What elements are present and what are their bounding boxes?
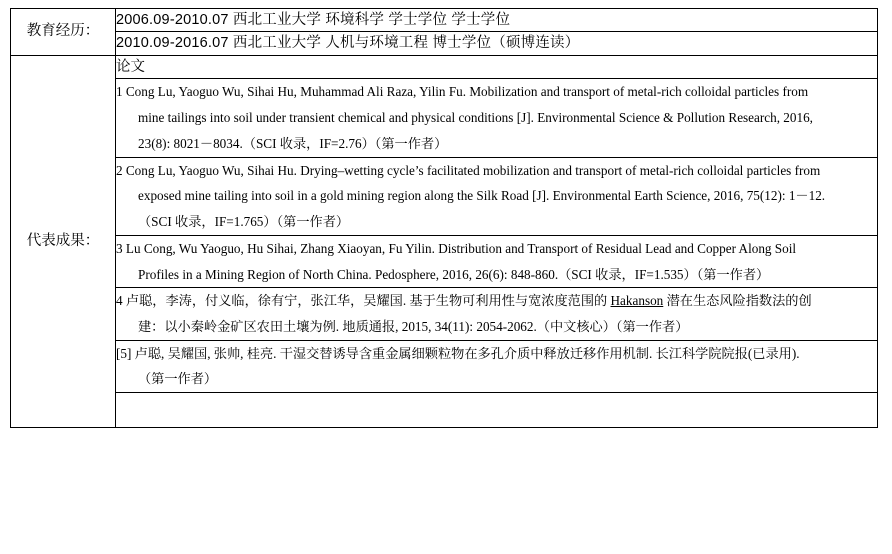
publication-2-line-1: 2 Cong Lu, Yaoguo Wu, Sihai Hu. Drying–wetting cycle’s facilitated mobilization and transport of metal-rich colloidal particles from xyxy=(116,162,821,178)
publication-3-line-1: 3 Lu Cong, Wu Yaoguo, Hu Sihai, Zhang Xiaoyan, Fu Yilin. Distribution and Transport of Residual Lead and Copper Along Soil xyxy=(116,240,797,256)
publication-5-body xyxy=(116,341,877,392)
table-row-achievements-title xyxy=(11,55,878,78)
publication-1-body xyxy=(116,79,877,156)
publication-4-line-1: 4 卢聪，李涛，付义临，徐有宁，张江华，吴耀国. 基于生物可利用性与宽浓度范围的 Hakanson 潜在生态风险指数法的创 xyxy=(116,293,812,309)
education-entry-1-text: 2006.09-2010.07 西北工业大学 环境科学 学士学位 学士学位 xyxy=(116,12,511,28)
achievements-section-title xyxy=(116,55,878,78)
publication-item xyxy=(116,235,878,287)
table-row-publication-3 xyxy=(11,235,878,287)
section-title-papers: 论文 xyxy=(116,58,145,75)
publication-4-line-2: 建：以小秦岭金矿区农田土壤为例. 地质通报, 2015, 34(11): 2054-2062.（中文核心）（第一作者） xyxy=(138,319,689,335)
education-entry-2-text: 2010.09-2016.07 西北工业大学 人机与环境工程 博士学位（硕博连读） xyxy=(116,35,580,52)
publication-5-line-1: [5] 卢聪, 吴耀国, 张帅, 桂亮. 干湿交替诱导含重金属细颗粒物在多孔介质中释放迁移作用机制. 长江科学院院报(已录用). xyxy=(116,345,800,361)
empty-cell xyxy=(116,393,878,428)
publication-1-line-2: mine tailings into soil under transient chemical and physical conditions [J]. Environmental Science & Pollution Research, 2016, xyxy=(138,110,813,126)
publication-3-line-2: Profiles in a Mining Region of North China. Pedosphere, 2016, 26(6): 848-860.（SCI 收录，IF=1.535）（第一作者） xyxy=(138,266,770,282)
table-row-education-1 xyxy=(11,9,878,32)
publication-1-line-1: 1 Cong Lu, Yaoguo Wu, Sihai Hu, Muhammad Ali Raza, Yilin Fu. Mobilization and transport of metal-rich colloidal particles from xyxy=(116,84,809,100)
publication-4-body xyxy=(116,288,877,339)
publication-item xyxy=(116,157,878,235)
education-entry-2 xyxy=(116,32,878,55)
table-row-publication-1 xyxy=(11,79,878,157)
table-row-education-2 xyxy=(11,32,878,55)
table-row-publication-4 xyxy=(11,288,878,340)
publication-item xyxy=(116,79,878,157)
row-label-achievements: 代表成果： xyxy=(11,55,116,427)
publication-1-line-3: 23(8): 8021－8034.（SCI 收录，IF=2.76）（第一作者） xyxy=(138,135,448,151)
publication-2-line-3: （SCI 收录，IF=1.765）（第一作者） xyxy=(138,214,350,230)
publication-item xyxy=(116,288,878,340)
education-entry-1 xyxy=(116,9,878,32)
table-row-publication-2 xyxy=(11,157,878,235)
publication-5-line-2: （第一作者） xyxy=(138,371,218,387)
publication-2-body xyxy=(116,158,877,235)
publication-item xyxy=(116,340,878,392)
publication-3-body xyxy=(116,236,877,287)
table-row-empty xyxy=(11,393,878,428)
publication-2-line-2: exposed mine tailing into soil in a gold mining region along the Silk Road [J]. Environmental Earth Science, 2016, 75(12): 1－12. xyxy=(138,188,826,204)
table-row-publication-5 xyxy=(11,340,878,392)
row-label-education: 教育经历： xyxy=(11,9,116,56)
cv-table xyxy=(10,8,878,428)
